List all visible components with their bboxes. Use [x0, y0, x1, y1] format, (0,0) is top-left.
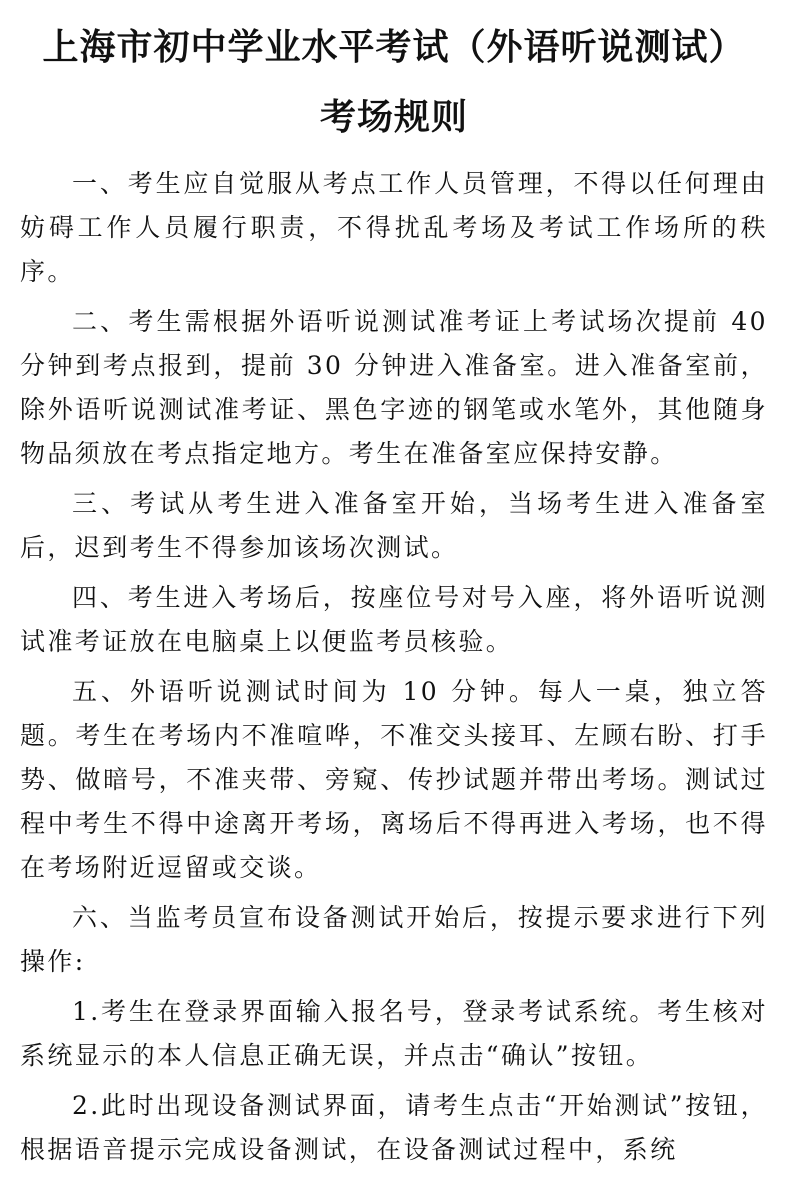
rule-paragraph-3: 三、考试从考生进入准备室开始，当场考生进入准备室后，迟到考生不得参加该场次测试。: [20, 489, 768, 562]
rule-paragraph-6: 六、当监考员宣布设备测试开始后，按提示要求进行下列操作:: [20, 903, 768, 976]
rule-paragraph-4: 四、考生进入考场后，按座位号对号入座，将外语听说测试准考证放在电脑桌上以便监考员核验。: [20, 583, 768, 656]
rule-step-1: 1.考生在登录界面输入报名号，登录考试系统。考生核对系统显示的本人信息正确无误，并点击“确认”按钮。: [20, 997, 768, 1070]
rule-step-2: 2.此时出现设备测试界面，请考生点击“开始测试”按钮，根据语音提示完成设备测试，在设备测试过程中，系统: [20, 1091, 768, 1164]
rule-paragraph-5: 五、外语听说测试时间为 10 分钟。每人一桌，独立答题。考生在考场内不准喧哗，不准交头接耳、左顾右盼、打手势、做暗号，不准夹带、旁窥、传抄试题并带出考场。测试过程中考生不得中途离开考场，离场后不得再进入考场，也不得在考场附近逗留或交谈。: [20, 677, 768, 882]
rule-paragraph-1: 一、考生应自觉服从考点工作人员管理，不得以任何理由妨碍工作人员履行职责，不得扰乱考场及考试工作场所的秩序。: [20, 169, 768, 286]
document-title: 上海市初中学业水平考试（外语听说测试）: [42, 26, 746, 68]
rule-paragraph-2: 二、考生需根据外语听说测试准考证上考试场次提前 40 分钟到考点报到，提前 30 分钟进入准备室。进入准备室前，除外语听说测试准考证、黑色字迹的钢笔或水笔外，其他随身物品须放在考点指定地方。考生在准备室应保持安静。: [20, 307, 768, 468]
document-subtitle: 考场规则: [319, 96, 468, 138]
